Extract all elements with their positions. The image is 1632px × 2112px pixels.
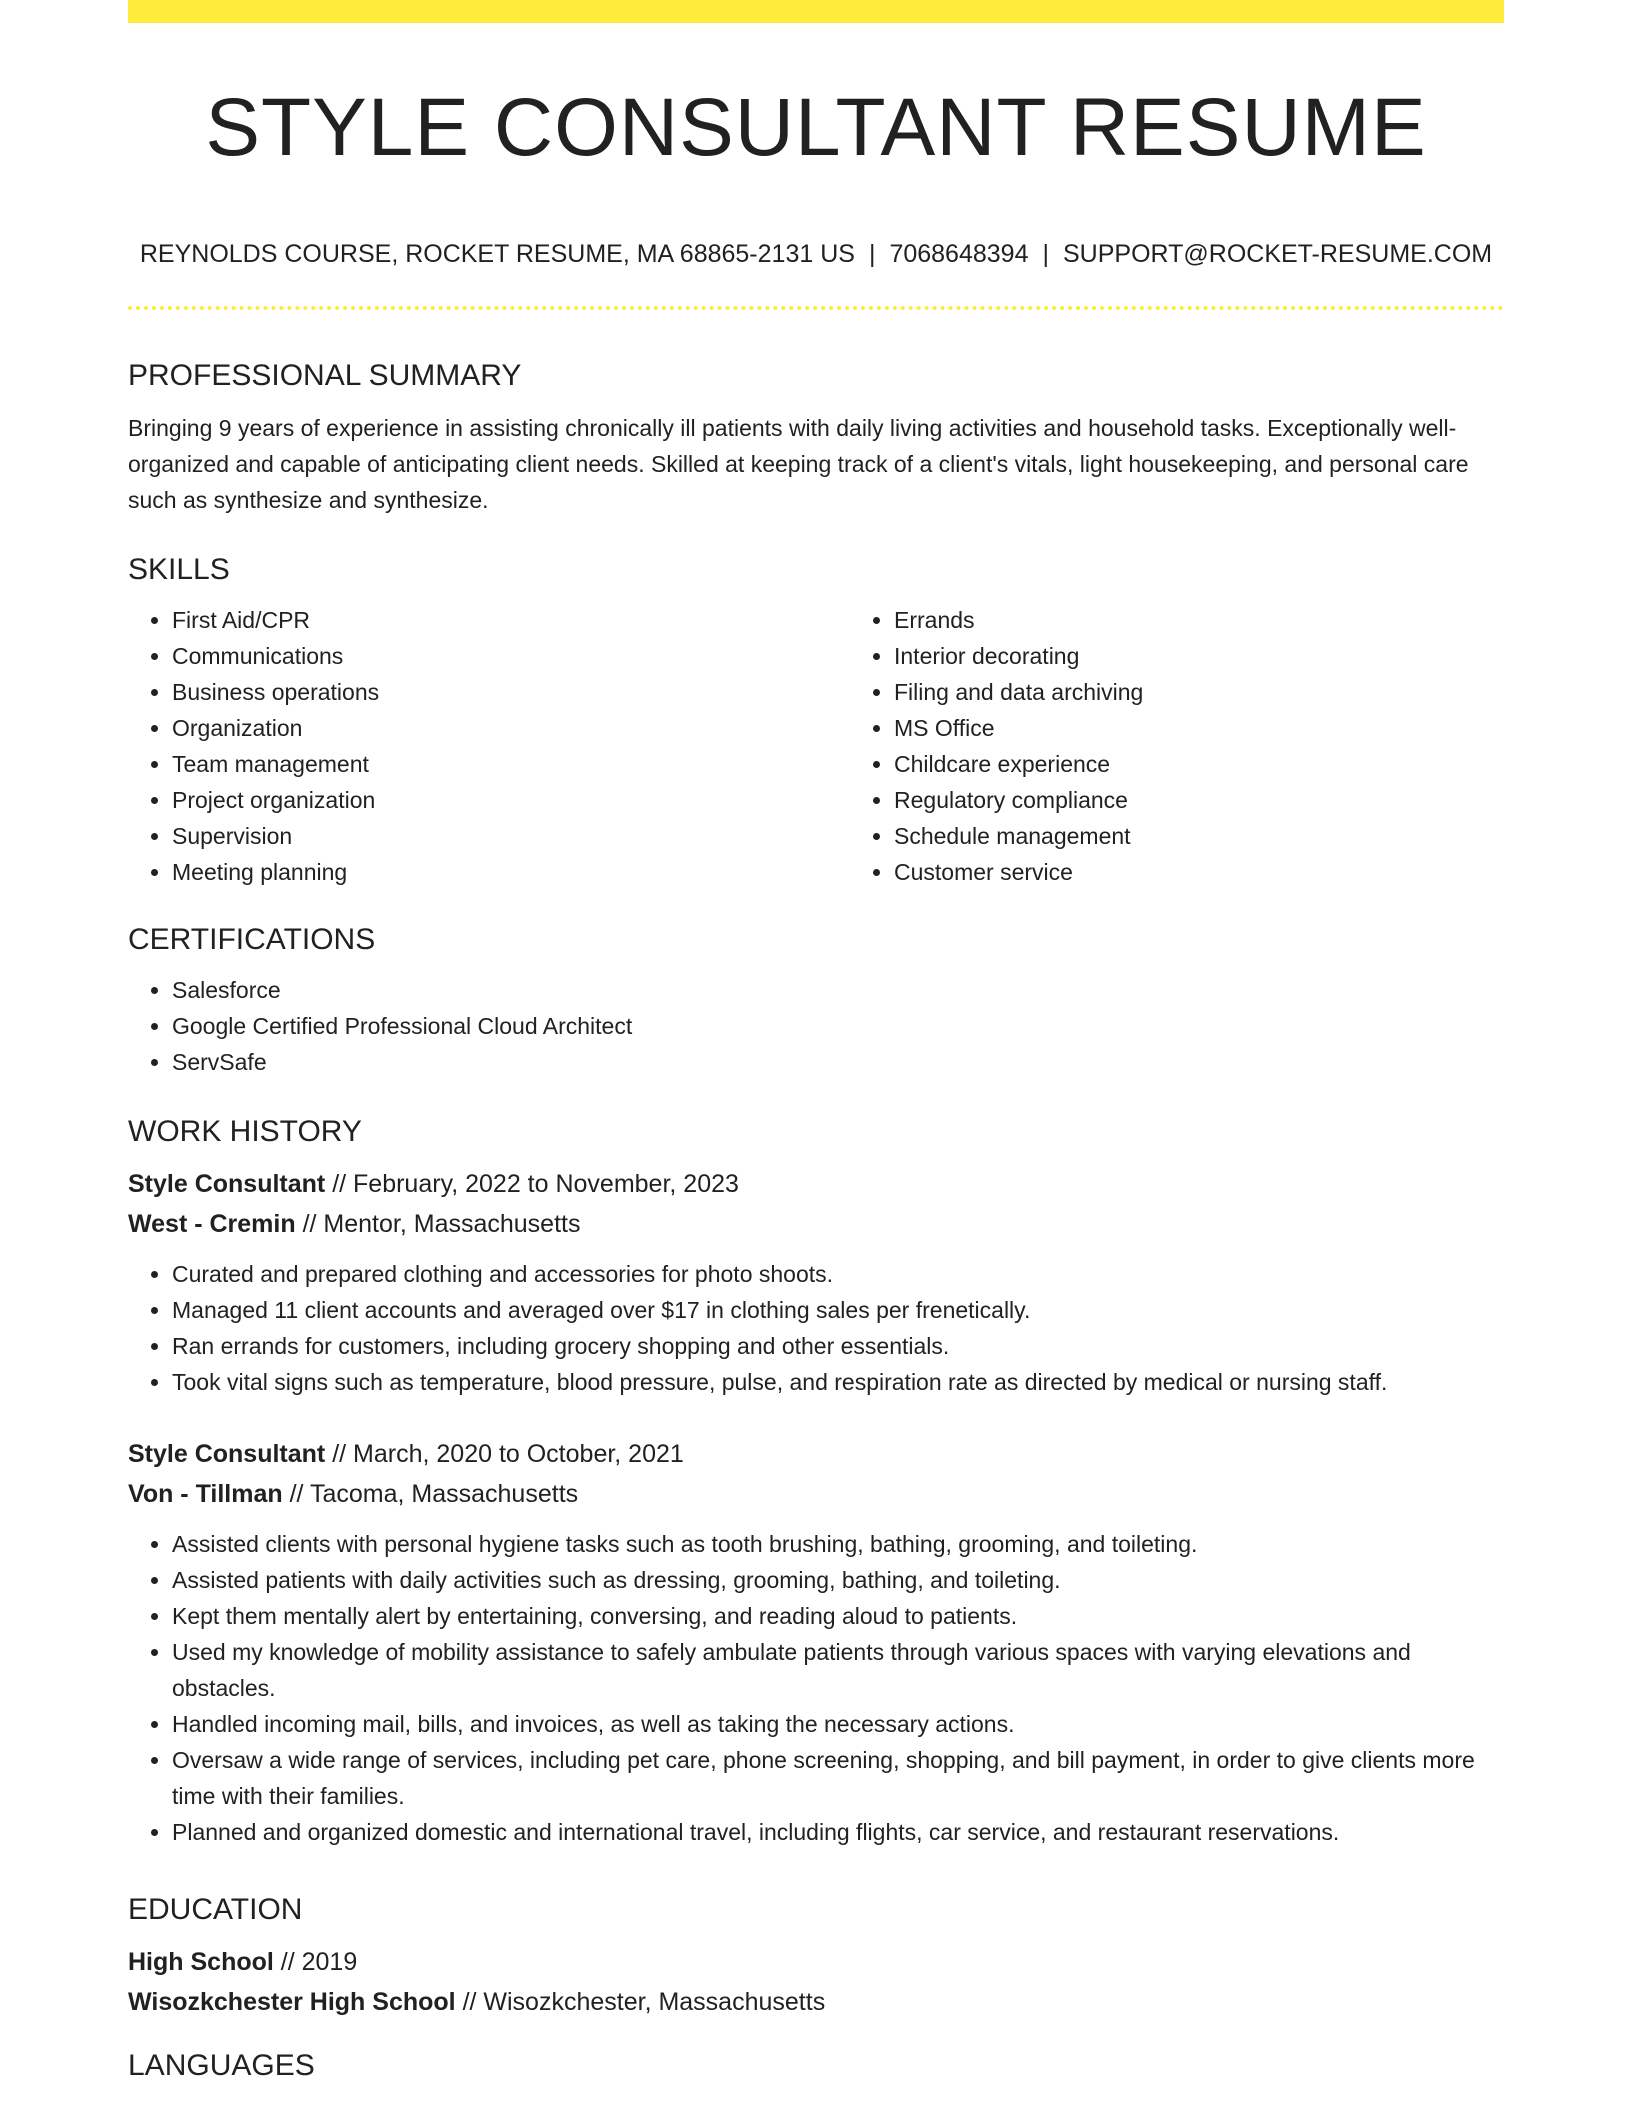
job-title-line: [128, 1434, 1504, 1474]
certifications-section: [128, 914, 1504, 1080]
education-school-line: [128, 1982, 1504, 2022]
list-item: • Schedule management: [894, 818, 1572, 854]
list-item: • Team management: [172, 746, 850, 782]
list-item: • Communications: [172, 638, 850, 674]
contact-address: REYNOLDS COURSE, ROCKET RESUME, MA 68865-2131 US: [139, 240, 855, 268]
job-entry: [128, 1434, 1504, 1850]
list-item: • Errands: [894, 602, 1572, 638]
skills-columns: [128, 602, 1504, 890]
education-heading: EDUCATION: [128, 1893, 303, 1926]
job-dates: // February, 2022 to November, 2023: [325, 1170, 739, 1198]
list-item: • Google Certified Professional Cloud Architect: [172, 1008, 1504, 1044]
work-history-section: [128, 1106, 1504, 1850]
languages-section: [128, 2040, 1504, 2092]
contact-line: [0, 236, 1632, 272]
list-item: • Curated and prepared clothing and accessories for photo shoots.: [172, 1256, 1504, 1292]
skills-list-left: [128, 602, 850, 890]
contact-separator: |: [1042, 240, 1049, 268]
list-item: • Kept them mentally alert by entertaining, conversing, and reading aloud to patients.: [172, 1598, 1504, 1634]
education-location: // Wisozkchester, Massachusetts: [455, 1988, 826, 2016]
list-item: • ServSafe: [172, 1044, 1504, 1080]
list-item: • Regulatory compliance: [894, 782, 1572, 818]
list-item: • First Aid/CPR: [172, 602, 850, 638]
education-degree: High School: [128, 1948, 274, 1976]
list-item: • Took vital signs such as temperature, blood pressure, pulse, and respiration rate as directed by medical or nursing staff.: [172, 1364, 1504, 1400]
education-year: // 2019: [273, 1948, 358, 1976]
contact-separator: |: [868, 240, 876, 268]
job-company-line: [128, 1474, 1504, 1514]
contact-email[interactable]: SUPPORT@ROCKET-RESUME.COM: [1062, 240, 1493, 268]
list-item: • Managed 11 client accounts and averaged over $17 in clothing sales per frenetically.: [172, 1292, 1504, 1328]
job-company: Von - Tillman: [128, 1480, 283, 1508]
resume-title: STYLE CONSULTANT RESUME: [205, 82, 1427, 173]
list-item: • MS Office: [894, 710, 1572, 746]
skills-section: [128, 544, 1504, 890]
summary-text: Bringing 9 years of experience in assisting chronically ill patients with daily living activities and household tasks. Exceptionally well-organized and capable of anticipating client needs. Skilled at keeping track of a client's vitals, light housekeeping, and personal care such as synthesize and synthesize.: [128, 415, 1469, 513]
list-item: • Organization: [172, 710, 850, 746]
job-company: West - Cremin: [128, 1210, 296, 1238]
list-item: • Filing and data archiving: [894, 674, 1572, 710]
resume-content: [128, 350, 1504, 2092]
education-entry: [128, 1942, 1504, 2022]
list-item: • Handled incoming mail, bills, and invoices, as well as taking the necessary actions.: [172, 1706, 1504, 1742]
education-school: Wisozkchester High School: [128, 1988, 456, 2016]
certifications-heading: CERTIFICATIONS: [128, 923, 376, 956]
list-item: • Used my knowledge of mobility assistance to safely ambulate patients through various spaces with varying elevations and obstacles.: [172, 1634, 1504, 1706]
certifications-list: [128, 972, 1504, 1080]
summary-heading: PROFESSIONAL SUMMARY: [128, 359, 522, 392]
contact-phone: 7068648394: [889, 240, 1029, 268]
list-item: • Interior decorating: [894, 638, 1572, 674]
job-bullets: [128, 1526, 1504, 1850]
job-entry: [128, 1164, 1504, 1400]
job-title-line: [128, 1164, 1504, 1204]
list-item: • Salesforce: [172, 972, 1504, 1008]
dotted-divider: [128, 306, 1504, 310]
skills-list-right: [850, 602, 1572, 890]
jobs-list: [128, 1164, 1504, 1850]
list-item: • Assisted patients with daily activities such as dressing, grooming, bathing, and toileting.: [172, 1562, 1504, 1598]
job-title: Style Consultant: [128, 1170, 326, 1198]
education-section: [128, 1884, 1504, 2022]
job-bullets: [128, 1256, 1504, 1400]
list-item: • Meeting planning: [172, 854, 850, 890]
list-item: • Ran errands for customers, including grocery shopping and other essentials.: [172, 1328, 1504, 1364]
summary-section: [128, 350, 1504, 518]
work-history-heading: WORK HISTORY: [128, 1115, 362, 1148]
job-location: // Mentor, Massachusetts: [295, 1210, 581, 1238]
job-title: Style Consultant: [128, 1440, 326, 1468]
education-degree-line: [128, 1942, 1504, 1982]
list-item: • Planned and organized domestic and international travel, including flights, car service, and restaurant reservations.: [172, 1814, 1504, 1850]
list-item: • Childcare experience: [894, 746, 1572, 782]
job-company-line: [128, 1204, 1504, 1244]
list-item: • Customer service: [894, 854, 1572, 890]
job-location: // Tacoma, Massachusetts: [282, 1480, 579, 1508]
list-item: • Business operations: [172, 674, 850, 710]
accent-top-bar: [128, 0, 1504, 23]
list-item: • Oversaw a wide range of services, including pet care, phone screening, shopping, and bill payment, in order to give clients more time with their families.: [172, 1742, 1504, 1814]
list-item: • Project organization: [172, 782, 850, 818]
list-item: • Supervision: [172, 818, 850, 854]
job-dates: // March, 2020 to October, 2021: [325, 1440, 684, 1468]
list-item: • Assisted clients with personal hygiene tasks such as tooth brushing, bathing, grooming, and toileting.: [172, 1526, 1504, 1562]
skills-heading: SKILLS: [128, 553, 230, 586]
languages-heading: LANGUAGES: [128, 2049, 315, 2082]
